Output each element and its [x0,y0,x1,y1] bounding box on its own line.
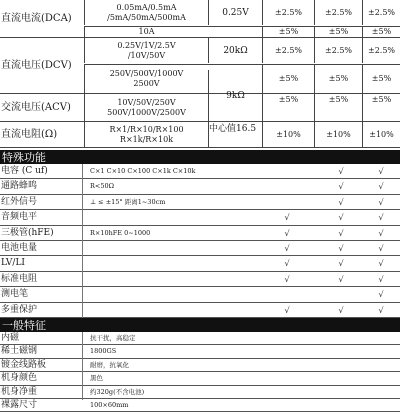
spec-name: 交流电压(ACV) [0,94,80,121]
check-mark: √ [284,259,290,269]
special-function-name: 通路蜂鸣 [1,181,38,192]
spec-accuracy: ±5% [262,78,314,121]
spec-impedance: 0.25V [208,0,262,25]
check-mark: √ [338,244,344,253]
special-function-name: 红外信号 [1,196,38,207]
spec-range: 0.05mA/0.5mA /5mA/50mA/500mA [84,0,208,25]
check-mark: √ [378,213,384,223]
general-feature-name: 镀金线路板 [1,359,47,370]
check-mark: √ [378,182,384,192]
check-mark: √ [378,228,384,238]
column-divider [82,332,83,400]
spec-row-acv [0,90,400,122]
general-feature-value: 黑色 [90,374,103,383]
check-mark: √ [338,167,344,176]
special-function-name: 音频电平 [1,212,38,223]
spec-accuracy: ±2.5% [362,0,400,25]
spec-range: 250V/500V/1000V 2500V [84,64,208,93]
check-mark [280,195,294,206]
spec-range: R×1/R×10/R×100 R×1k/R×10k [84,122,208,147]
general-feature-row [0,332,400,345]
special-function-row [0,226,400,241]
general-feature-row [0,386,400,399]
general-feature-row [0,372,400,385]
general-feature-value: 耐磨，抗氧化 [90,360,129,369]
general-feature-name: 裸露尺寸 [1,400,38,410]
spec-row-res [0,122,400,148]
spec-accuracy: ±10% [362,122,400,147]
spec-accuracy: ±10% [262,122,314,147]
special-function-name: LV/LI [1,258,25,269]
special-function-name: 电容 (C uf) [1,166,48,176]
general-feature-row [0,345,400,358]
special-function-row [0,272,400,287]
spec-accuracy: ±2.5% [262,0,314,25]
check-mark: √ [338,182,344,192]
special-function-desc: R<50Ω [90,182,115,191]
special-function-row [0,241,400,256]
check-mark: √ [284,244,290,253]
check-mark [280,164,294,175]
check-mark: √ [284,228,290,238]
spec-accuracy: ±2.5% [314,38,362,63]
section-header-general: 一般特征 [0,318,400,332]
spec-impedance: 9kΩ [208,70,262,121]
special-function-name: 标准电阻 [1,273,38,284]
check-mark: √ [338,259,344,269]
spec-impedance: 20kΩ [208,38,262,63]
special-function-row [0,179,400,194]
general-feature-name: 稀土磁钢 [1,346,38,357]
spec-accuracy: ±2.5% [262,38,314,63]
check-mark: √ [378,274,384,284]
check-mark: √ [378,259,384,269]
spec-range: 10A [84,26,208,37]
special-function-name: 多重保护 [1,304,38,315]
spec-accuracy: ±5% [262,64,314,93]
check-mark: √ [378,305,384,315]
special-function-row [0,210,400,225]
check-mark: √ [338,228,344,238]
special-function-row [0,287,400,302]
general-feature-value: 100×60mm [90,401,129,409]
check-mark: √ [378,167,384,176]
check-mark: √ [378,290,384,300]
spec-range: 10V/50V/250V 500V/1000V/2500V [84,94,208,121]
check-mark: √ [284,213,290,223]
special-function-row [0,303,400,318]
general-feature-name: 机身颜色 [1,373,38,384]
general-feature-value: 1800GS [90,347,117,356]
spec-name: 直流电流(DCA) [0,0,80,37]
spec-range: 0.25V/1V/2.5V /10V/50V [84,38,208,63]
spec-accuracy: ±5% [314,64,362,93]
spec-row-dca [0,0,400,38]
special-function-name: 电池电量 [1,243,38,253]
check-mark [280,287,294,298]
spec-name: 直流电阻(Ω) [0,122,80,147]
spec-accuracy: ±5% [314,26,362,37]
spec-impedance: 中心值16.5 [208,122,262,147]
check-mark: √ [338,274,344,284]
check-mark: √ [378,197,384,207]
spec-accuracy: ±2.5% [362,38,400,63]
spec-accuracy: ±10% [314,122,362,147]
general-feature-name: 机身净重 [1,386,38,397]
special-function-row [0,164,400,179]
spec-accuracy: ±5% [362,64,400,93]
general-feature-name: 内磁 [1,333,20,343]
check-mark: √ [378,244,384,253]
general-feature-row [0,359,400,372]
general-feature-value: 抗干扰，高稳定 [90,334,136,342]
spec-accuracy: ±5% [362,78,400,121]
special-function-desc: ⊥ ≤ ±15° 距离1~30cm [90,197,166,206]
spec-accuracy: ±5% [262,26,314,37]
check-mark: √ [338,305,344,315]
special-function-row [0,195,400,210]
check-mark: √ [338,197,344,207]
spec-name: 直流电压(DCV) [0,38,80,93]
check-mark [334,287,348,298]
special-function-name: 三极管(hFE) [1,227,54,238]
spec-accuracy: ±2.5% [314,0,362,25]
special-function-name: 测电笔 [1,289,29,300]
spec-accuracy: ±5% [362,26,400,37]
check-mark: √ [338,213,344,223]
section-header-special: 特殊功能 [0,150,400,164]
spec-accuracy: ±5% [314,78,362,121]
special-function-row [0,256,400,271]
special-function-desc: R×10hFE 0~1000 [90,228,151,237]
check-mark: √ [284,305,290,315]
special-function-desc: C×1 C×10 C×100 C×1k C×10k [90,167,196,175]
general-feature-row [0,399,400,412]
column-divider [82,164,83,318]
check-mark [280,179,294,190]
general-feature-value: 约320g(不含电池) [90,387,145,396]
check-mark: √ [284,274,290,284]
